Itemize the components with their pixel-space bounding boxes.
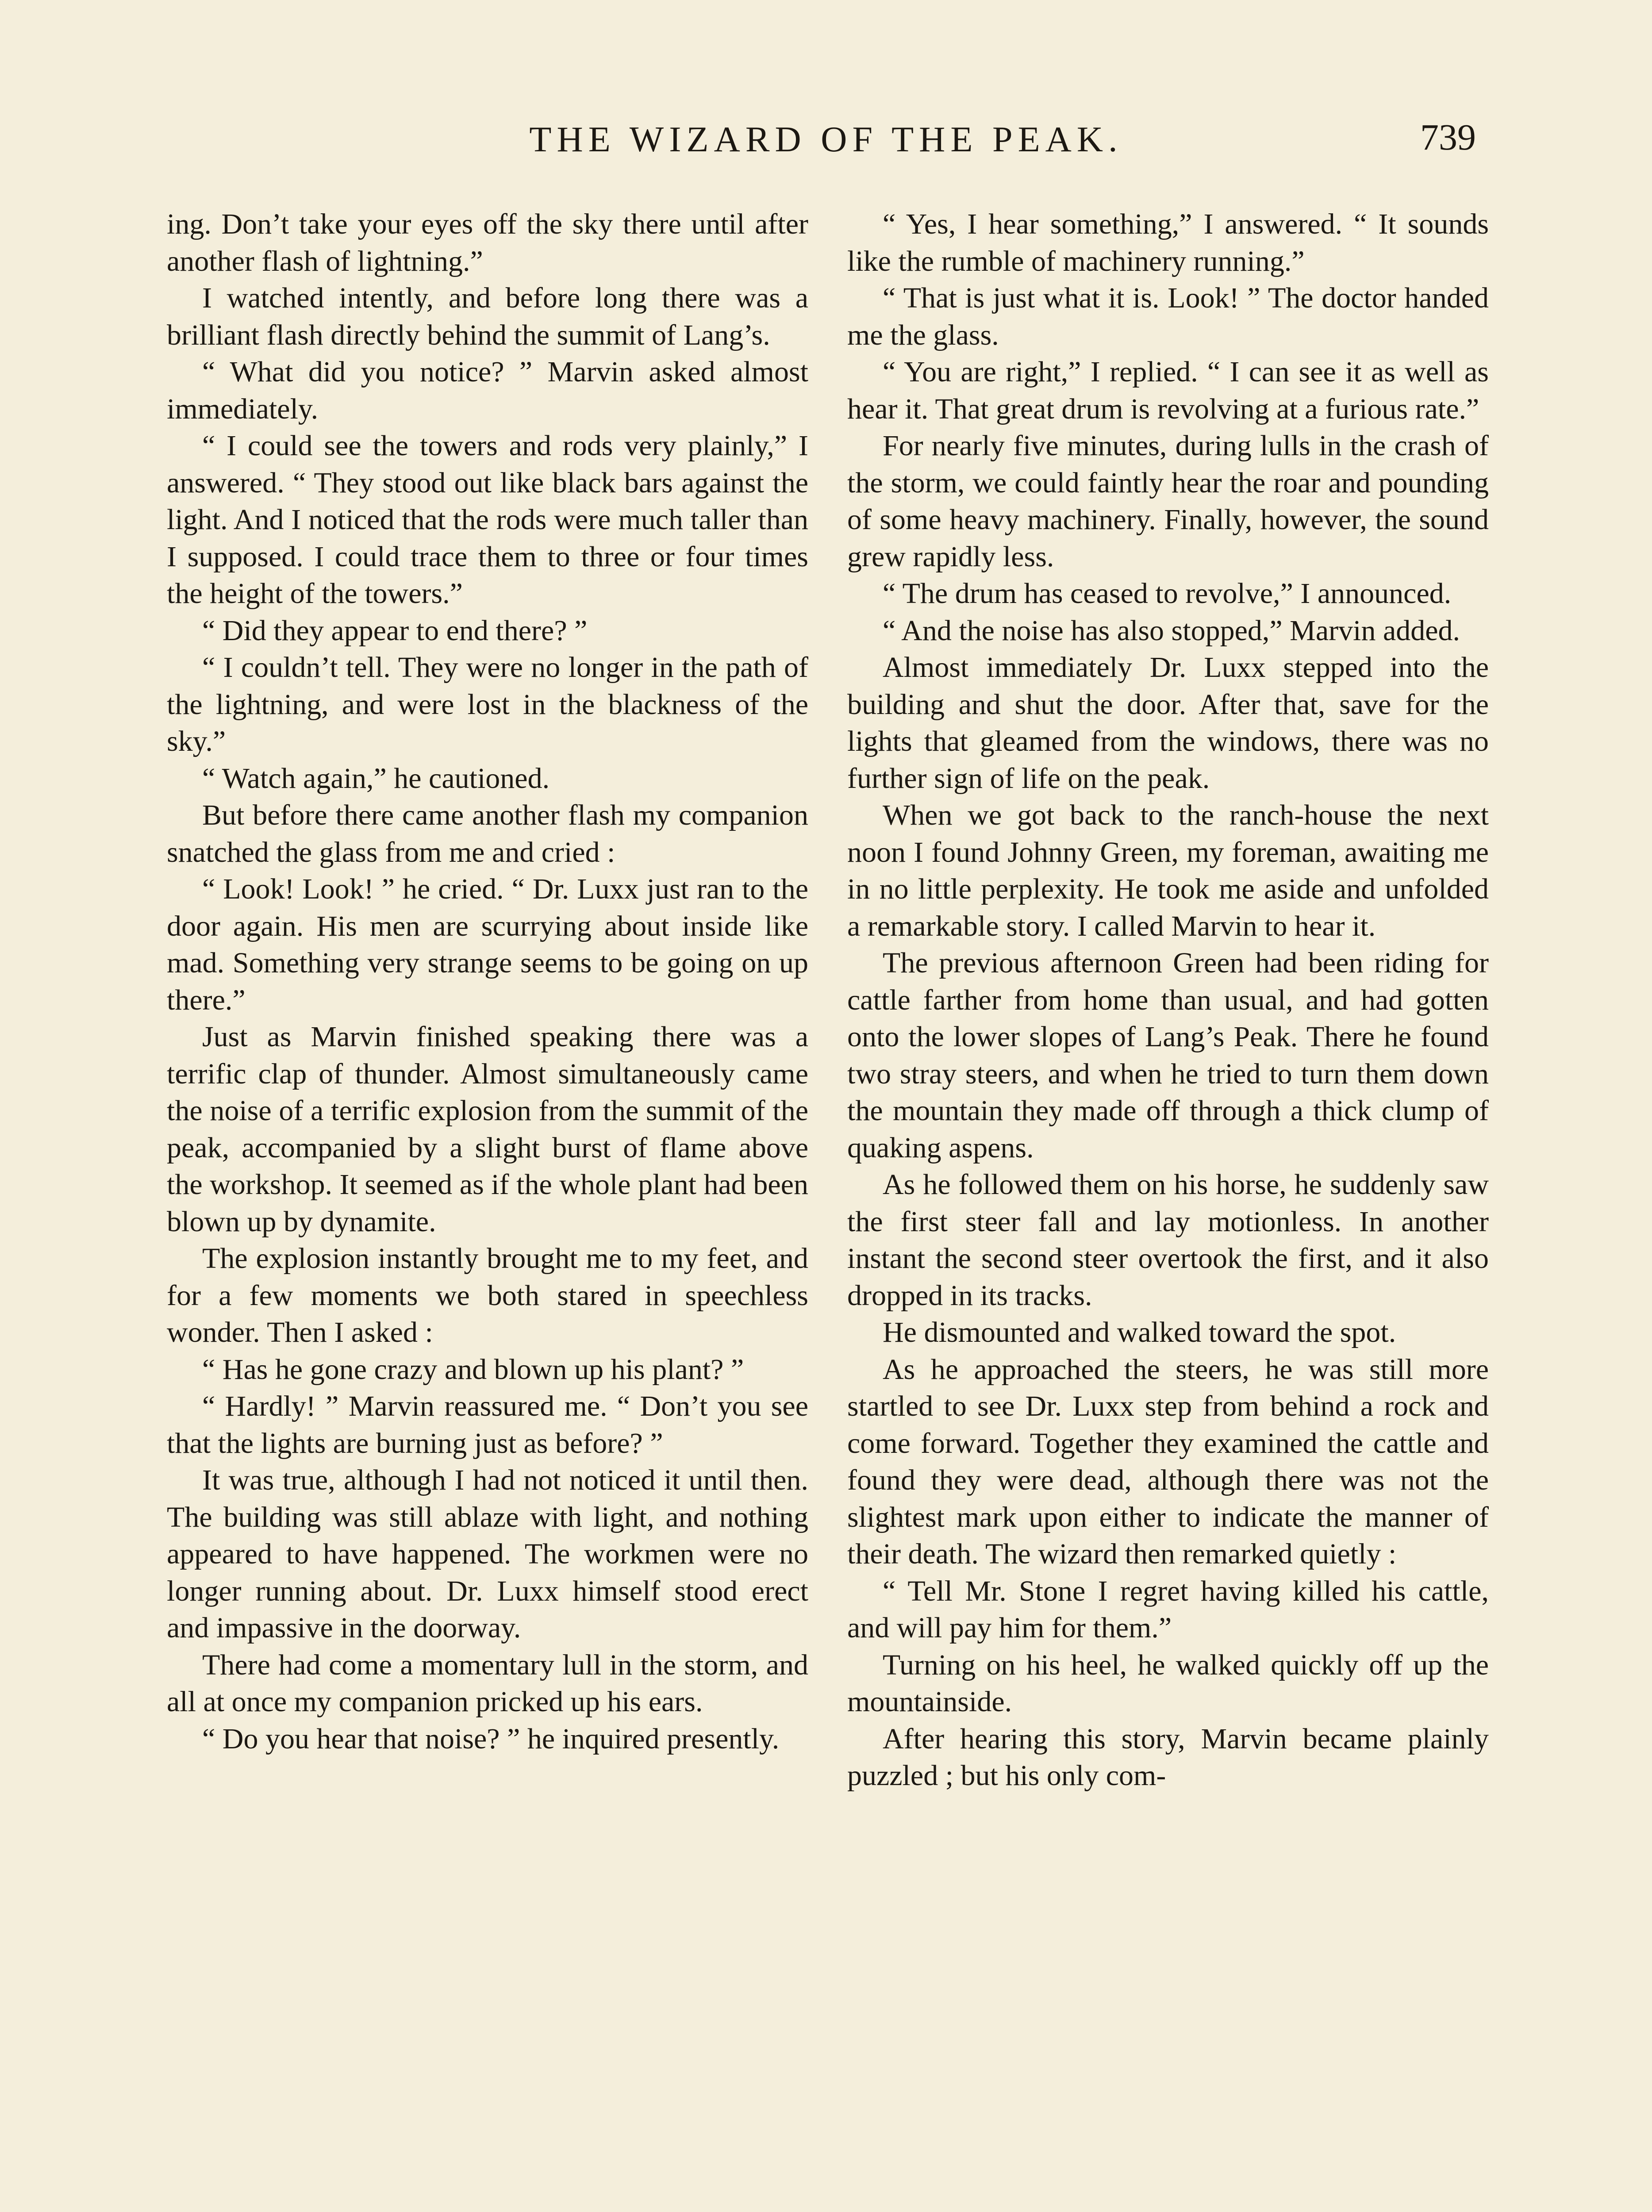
paragraph: For nearly five minutes, during lulls in the crash of the storm, we could faintly hear the roar and pounding of some heavy machinery. Finally, however, the sound grew rapidly less. bbox=[847, 430, 1489, 573]
paragraph: The previous afternoon Green had been riding for cattle farther from home than usual, and had gotten onto the lower slopes of Lang’s Peak. There he found two stray steers, and when he tried to turn them down the mountain they made off through a thick clump of quaking aspens. bbox=[847, 947, 1489, 1164]
paragraph: “ Look! Look! ” he cried. “ Dr. Luxx just ran to the door again. His men are scurrying about inside like mad. Something very strange seems to be going on up there.” bbox=[167, 873, 808, 1016]
paragraph: “ Tell Mr. Stone I regret having killed his cattle, and will pay him for them.” bbox=[847, 1575, 1489, 1644]
paragraph: “ I couldn’t tell. They were no longer in the path of the lightning, and were lost in the blackness of the sky.” bbox=[167, 651, 808, 757]
paragraph: “ What did you notice? ” Marvin asked almost immediately. bbox=[167, 356, 808, 425]
paragraph: “ And the noise has also stopped,” Marvin added. bbox=[883, 614, 1460, 647]
paragraph: As he followed them on his horse, he suddenly saw the first steer fall and lay motionless. In another instant the second steer overtook the first, and it also dropped in its tracks. bbox=[847, 1168, 1489, 1312]
paragraph: But before there came another flash my companion snatched the glass from me and cried : bbox=[167, 799, 808, 868]
paragraph: “ Hardly! ” Marvin reassured me. “ Don’t you see that the lights are burning just as before? ” bbox=[167, 1390, 808, 1459]
paragraph: I watched intently, and before long there was a brilliant flash directly behind the summit of Lang’s. bbox=[167, 282, 808, 351]
paragraph: It was true, although I had not noticed it until then. The building was still ablaze with light, and nothing appeared to have happened. The workmen were no longer running about. Dr. Luxx himself stood erect and impassive in the doorway. bbox=[167, 1464, 808, 1644]
paragraph: “ You are right,” I replied. “ I can see it as well as hear it. That great drum is revolving at a furious rate.” bbox=[847, 356, 1489, 425]
page-number: 739 bbox=[1420, 117, 1476, 158]
running-title: THE WIZARD OF THE PEAK. bbox=[529, 119, 1123, 159]
paragraph: He dismounted and walked toward the spot. bbox=[883, 1316, 1396, 1348]
paragraph: Just as Marvin finished speaking there was a terrific clap of thunder. Almost simultaneously came the noise of a terrific explosion from the summit of the peak, accompanied by a slight burst of flame above the workshop. It seemed as if the whole plant had been blown up by dynamite. bbox=[167, 1021, 808, 1238]
paragraph: “ That is just what it is. Look! ” The doctor handed me the glass. bbox=[847, 282, 1489, 351]
paragraph: Almost immediately Dr. Luxx stepped into the building and shut the door. After that, save for the lights that gleamed from the windows, there was no further sign of life on the peak. bbox=[847, 651, 1489, 795]
paragraph: When we got back to the ranch-house the next noon I found Johnny Green, my foreman, awaiting me in no little perplexity. He took me aside and unfolded a remarkable story. I called Marvin to hear it. bbox=[847, 799, 1489, 942]
paragraph: “ Watch again,” he cautioned. bbox=[202, 762, 550, 795]
paragraph: There had come a momentary lull in the storm, and all at once my companion pricked up his ears. bbox=[167, 1648, 808, 1718]
paragraph: After hearing this story, Marvin became plainly puzzled ; but his only com- bbox=[847, 1722, 1489, 1792]
paragraph: ing. Don’t take your eyes off the sky there until after another flash of lightning.” bbox=[167, 208, 808, 277]
paragraph: Turning on his heel, he walked quickly off up the mountainside. bbox=[847, 1648, 1489, 1718]
paragraph: “ Yes, I hear something,” I answered. “ It sounds like the rumble of machinery running.” bbox=[847, 208, 1489, 277]
paragraph: “ I could see the towers and rods very plainly,” I answered. “ They stood out like black bars against the light. And I noticed that the rods were much taller than I supposed. I could trace them to three or four times the height of the towers.” bbox=[167, 430, 808, 610]
right-column bbox=[847, 206, 1489, 1794]
left-column bbox=[167, 206, 808, 1757]
paragraph: “ Did they appear to end there? ” bbox=[202, 614, 588, 647]
paragraph: “ Do you hear that noise? ” he inquired presently. bbox=[202, 1722, 780, 1755]
paragraph: “ The drum has ceased to revolve,” I announced. bbox=[883, 577, 1452, 610]
paragraph: The explosion instantly brought me to my feet, and for a few moments we both stared in speechless wonder. Then I asked : bbox=[167, 1242, 808, 1348]
paragraph: As he approached the steers, he was still more startled to see Dr. Luxx step from behind a rock and come forward. Together they examined the cattle and found they were dead, although there was not the slightest mark upon either to indicate the manner of their death. The wizard then remarked quietly : bbox=[847, 1353, 1489, 1570]
paragraph: “ Has he gone crazy and blown up his plant? ” bbox=[202, 1353, 744, 1386]
